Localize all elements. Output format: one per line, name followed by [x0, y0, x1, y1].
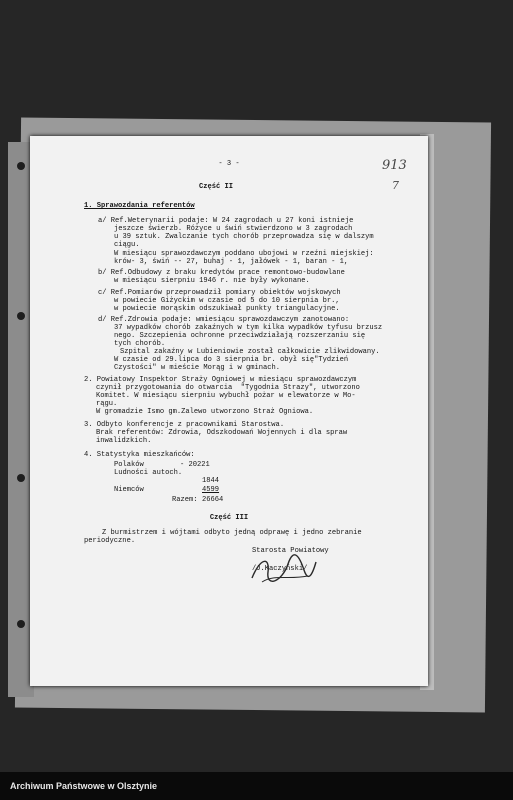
report-b-line: b/ Ref.Odbudowy z braku kredytów prace remontowo-budowlane	[98, 269, 345, 277]
typed-text	[30, 136, 428, 686]
handwritten-signature	[248, 552, 318, 586]
archive-sub-mark: 7	[392, 179, 399, 192]
statistics-title: 4. Statystyka mieszkańców:	[84, 451, 195, 459]
report-a-line: jeszcze świerzb. Różyce u świń stwierdzono w 3 zagrodach	[114, 225, 353, 233]
signature-title: Starosta Powiatowy	[252, 547, 329, 555]
briefing-line: periodyczne.	[84, 537, 136, 545]
archive-footer	[0, 772, 513, 800]
report-c-line: c/ Ref.Pomiarów przeprowadził pomiary obiektów wojskowych	[98, 289, 341, 297]
report-d-line: 37 wypadków chorób zakaźnych w tym kilka wypadków tyfusu brzusz	[114, 324, 383, 332]
punch-hole	[17, 620, 25, 628]
fire-inspector-line: Komitet. W miesiącu sierpniu wybuchł pożar w elewatorze w Mo-	[96, 392, 356, 400]
conference-line: Brak referentów: Zdrowia, Odszkodowań Wojennych i dla spraw	[96, 429, 348, 437]
section-heading-3: Część III	[209, 514, 249, 522]
punch-hole	[17, 474, 25, 482]
section-heading-2: Część II	[198, 183, 234, 191]
report-d-line: tych chorób.	[114, 340, 166, 348]
report-a-line: u 39 sztuk. Zwalczanie tych chorób przeprowadza się w dalszym	[114, 233, 374, 241]
stat-value: 26664	[202, 496, 224, 504]
report-a-line: ciągu.	[114, 241, 140, 249]
stat-label: Niemców	[114, 486, 144, 494]
briefing-line: Z burmistrzem i wójtami odbyto jedną odprawę i jedno zebranie	[102, 529, 362, 537]
archive-mark: 913	[382, 158, 407, 173]
report-a-line: krów- 3, świń -- 27, buhaj - 1, jałówek - 1, baran - 1,	[114, 258, 349, 266]
report-c-line: w powiecie morąskim odszukiwał punkty triangulacyjne.	[114, 305, 340, 313]
punch-hole	[17, 162, 25, 170]
report-d-line: d/ Ref.Zdrowia podaje: wmiesiącu sprawozdawczym zanotowano:	[98, 316, 350, 324]
report-a-line: W miesiącu sprawozdawczym poddano ubojowi w rzeźni miejskiej:	[114, 250, 374, 258]
fire-inspector-line: W gromadzie Ismo gm.Zalewo utworzono Straż Ogniowa.	[96, 408, 314, 416]
punch-hole	[17, 312, 25, 320]
signature-name: /J.Kaczyński/	[252, 565, 308, 573]
archive-name: Archiwum Państwowe w Olsztynie	[10, 781, 158, 791]
report-d-line: nego. Szczepienia ochronne przeciwdziałają rozszerzaniu się	[114, 332, 366, 340]
reports-title: 1. Sprawozdania referentów	[84, 202, 195, 210]
stat-value: 1844	[202, 477, 220, 485]
report-d-line: Szpital zakaźny w Lubieniowie został całkowicie zlikwidowany.	[120, 348, 380, 356]
fire-inspector-line: rągu.	[96, 400, 118, 408]
document-page	[30, 136, 428, 686]
report-d-line: W czasie od 29.lipca do 3 sierpnia br. obył się"Tydzień	[114, 356, 349, 364]
conference-line: inwalidzkich.	[96, 437, 152, 445]
report-c-line: w powiecie Giżyckim w czasie od 5 do 10 sierpnia br.,	[114, 297, 340, 305]
fire-inspector-line: 2. Powiatowy Inspektor Straży Ogniowej w miesiącu sprawozdawczym	[84, 376, 357, 384]
report-a-line: a/ Ref.Weterynarii podaje: W 24 zagrodach u 27 koni istnieje	[98, 217, 354, 225]
page-number: - 3 -	[218, 160, 240, 168]
stat-label: Razem:	[172, 496, 198, 504]
stat-label: Ludności autoch.	[114, 469, 183, 477]
report-b-line: w miesiącu sierpniu 1946 r. nie były wykonane.	[114, 277, 310, 285]
stat-value: - 20221	[180, 461, 210, 469]
conference-line: 3. Odbyto konferencje z pracownikami Starostwa.	[84, 421, 285, 429]
stat-label: Polaków	[114, 461, 144, 469]
stat-value: 4599	[202, 486, 220, 494]
report-d-line: Czystości" w mieście Morąg i w gminach.	[114, 364, 281, 372]
fire-inspector-line: czynił przygotowania do otwarcia "Tygodnia Strazy", utworzono	[96, 384, 360, 392]
